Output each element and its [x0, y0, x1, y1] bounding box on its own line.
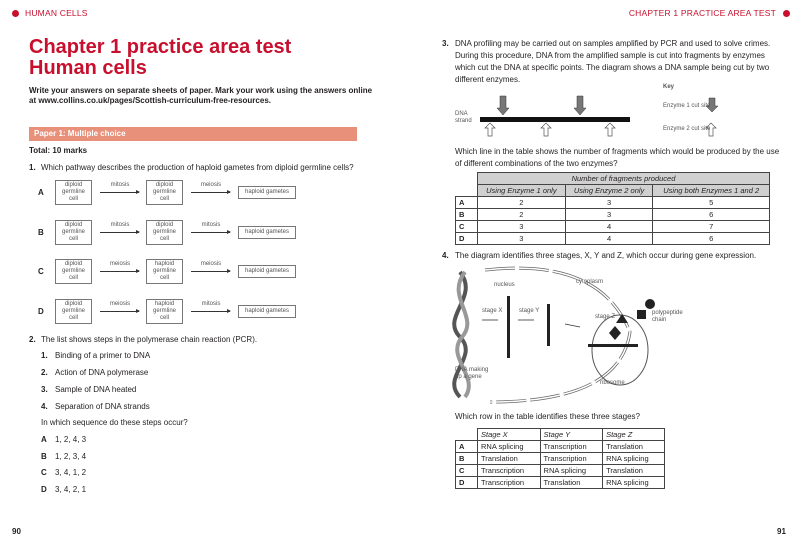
- mrna-on-ribosome: [588, 344, 638, 347]
- option-label: C: [41, 468, 47, 478]
- key-enzyme2: Enzyme 2 cut site: [663, 126, 711, 132]
- option-label: C: [38, 267, 44, 276]
- key-enzyme1: Enzyme 1 cut site: [663, 103, 711, 109]
- arrow-label: mitosis: [110, 222, 130, 228]
- total-marks: Total: 10 marks: [29, 146, 88, 155]
- enzyme1-cut-arrow: [497, 96, 586, 115]
- arrow-icon: [191, 232, 230, 233]
- table-header: Stage X: [478, 429, 541, 441]
- arrow-label: meiosis: [200, 261, 222, 267]
- fragments-table: [455, 172, 770, 245]
- label-polypeptide: polypeptide chain: [652, 310, 683, 323]
- running-header-left: HUMAN CELLS: [25, 8, 88, 18]
- arrow-icon: [100, 232, 139, 233]
- gene-expression-diagram: [440, 262, 690, 407]
- arrow-icon: [100, 192, 139, 193]
- q2-question: In which sequence do these steps occur?: [41, 418, 188, 427]
- option-label: A: [41, 435, 47, 444]
- label-stage-x: stage X: [482, 308, 503, 314]
- q2-text: The list shows steps in the polymerase chain reaction (PCR).: [41, 335, 258, 344]
- option-label: B: [41, 451, 47, 461]
- dna-strand: [480, 117, 630, 122]
- trna-diamond: [609, 326, 621, 340]
- label-ribosome: ribosome: [600, 380, 625, 386]
- label-dna: DNA making up a gene: [455, 367, 489, 380]
- arrow-icon: [100, 271, 139, 272]
- table-group-header: Number of fragments produced: [478, 173, 770, 185]
- flow-box: haploid gametes: [238, 226, 296, 239]
- flow-box: haploid germline cell: [146, 299, 183, 324]
- flow-box: diploid germline cell: [55, 180, 92, 205]
- enzyme2-cut-arrow: [485, 123, 615, 136]
- arrow-label: meiosis: [200, 182, 222, 188]
- bullet-icon: [783, 10, 790, 17]
- label-stage-y: stage Y: [519, 308, 540, 314]
- option-text: 3, 4, 2, 1: [55, 485, 87, 495]
- table-row: D Transcription Translation RNA splicing: [456, 477, 665, 489]
- step-number: 1.: [41, 351, 48, 360]
- arrow-label: mitosis: [201, 222, 221, 228]
- instructions: Write your answers on separate sheets of paper. Mark your work using the answers online at www.collins.co.uk/pages/Scottish-curriculum-free-resources.: [29, 86, 373, 105]
- running-header-right: CHAPTER 1 PRACTICE AREA TEST: [628, 8, 776, 18]
- stage-arrow: [482, 320, 580, 327]
- step-number: 4.: [41, 402, 48, 411]
- ribosome-shape: [592, 315, 648, 385]
- option-label: D: [38, 307, 44, 316]
- dna-strand-bar: [507, 296, 510, 358]
- table-header: Using Enzyme 1 only: [478, 185, 566, 197]
- step-text: Sample of DNA heated: [55, 385, 137, 394]
- table-row: A RNA splicing Transcription Translation: [456, 441, 665, 453]
- q4-question: Which row in the table identifies these three stages?: [455, 412, 640, 421]
- mrna-strand-bar: [547, 304, 550, 346]
- arrow-label: mitosis: [110, 182, 130, 188]
- page-number-left: 90: [12, 527, 21, 536]
- arrow-label: meiosis: [109, 261, 131, 267]
- dna-cut-diagram: [470, 90, 770, 140]
- stages-table: [455, 428, 665, 489]
- option-text: 1, 2, 3, 4: [55, 451, 87, 461]
- q1-number: 1.: [29, 163, 36, 172]
- table-header: Stage Y: [540, 429, 603, 441]
- q3-question: Which line in the table shows the number of fragments which would be produced by the use of different combinations of the two enzymes?: [455, 147, 780, 168]
- q1-text: Which pathway describes the production of haploid gametes from diploid germline cells?: [41, 163, 354, 172]
- q3-number: 3.: [442, 39, 449, 48]
- option-label: B: [38, 228, 44, 237]
- q3-text: DNA profiling may be carried out on samples amplified by PCR and used to solve crimes. During this procedure, DNA from the amplified sample is cut into fragments by enzymes which cut the DNA at specific points. The diagram shows a DNA sample being cut by two different enzymes.: [455, 39, 771, 84]
- arrow-label: meiosis: [109, 301, 131, 307]
- label-stage-z: stage Z: [595, 314, 616, 320]
- table-header: Using Enzyme 2 only: [565, 185, 653, 197]
- flow-box: diploid germline cell: [146, 180, 183, 205]
- table-row: B 2 3 6: [456, 209, 770, 221]
- step-text: Binding of a primer to DNA: [55, 351, 151, 360]
- table-header: Using both Enzymes 1 and 2: [653, 185, 770, 197]
- label-nucleus: nucleus: [494, 282, 515, 288]
- flow-box: diploid germline cell: [146, 220, 183, 245]
- option-text: 3, 4, 1, 2: [55, 468, 87, 478]
- arrow-label: mitosis: [201, 301, 221, 307]
- table-row: B Translation Transcription RNA splicing: [456, 453, 665, 465]
- flow-box: haploid gametes: [238, 305, 296, 318]
- step-number: 2.: [41, 368, 48, 377]
- arrow-icon: [100, 311, 139, 312]
- amino-acid-circle: [645, 299, 655, 309]
- option-label: A: [38, 188, 44, 197]
- step-text: Separation of DNA strands: [55, 402, 150, 411]
- arrow-icon: [191, 311, 230, 312]
- table-header: Stage Z: [603, 429, 665, 441]
- flow-box: diploid germline cell: [55, 259, 92, 284]
- arrow-icon: [191, 192, 230, 193]
- page-number-right: 91: [777, 527, 786, 536]
- amino-acid-square: [637, 310, 646, 319]
- section-bar: Paper 1: Multiple choice: [29, 127, 357, 141]
- q4-number: 4.: [442, 251, 449, 260]
- table-row: C 3 4 7: [456, 221, 770, 233]
- flow-box: haploid germline cell: [146, 259, 183, 284]
- table-row: C Transcription RNA splicing Translation: [456, 465, 665, 477]
- option-text: 1, 2, 4, 3: [55, 435, 87, 444]
- flow-box: diploid germline cell: [55, 299, 92, 324]
- step-number: 3.: [41, 385, 48, 394]
- flow-box: haploid gametes: [238, 265, 296, 278]
- q4-text: The diagram identifies three stages, X, Y and Z, which occur during gene expression.: [455, 251, 757, 260]
- dna-strand-label: DNA strand: [455, 111, 472, 124]
- option-label: D: [41, 485, 47, 495]
- table-row: D 3 4 6: [456, 233, 770, 245]
- page-title: Chapter 1 practice area test Human cells: [29, 36, 292, 79]
- label-cytoplasm: cytoplasm: [576, 279, 604, 285]
- q2-number: 2.: [29, 335, 36, 344]
- bullet-icon: [12, 10, 19, 17]
- step-text: Action of DNA polymerase: [55, 368, 149, 377]
- key-label: Key: [663, 84, 675, 90]
- arrow-icon: [191, 271, 230, 272]
- flow-box: diploid germline cell: [55, 220, 92, 245]
- flow-box: haploid gametes: [238, 186, 296, 199]
- table-row: A 2 3 5: [456, 197, 770, 209]
